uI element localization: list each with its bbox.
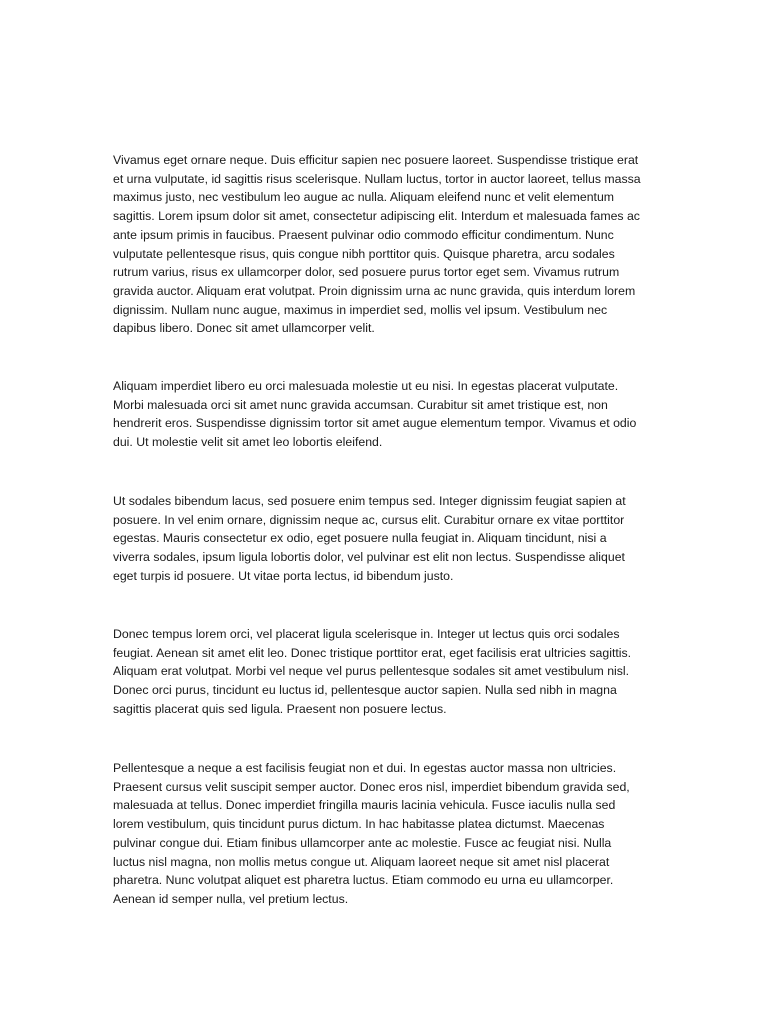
paragraph-3: Ut sodales bibendum lacus, sed posuere enim tempus sed. Integer dignissim feugiat sapien at posuere. In vel enim ornare, dignissim neque ac, cursus elit. Curabitur ornare ex vitae porttitor egestas. Mauris consectetur ex odio, eget posuere nulla feugiat in. Aliquam tincidunt, nisi a viverra sodales, ipsum ligula lobortis dolor, vel pulvinar est elit non lectus. Suspendisse aliquet eget turpis id posuere. Ut vitae porta lectus, id bibendum justo. bbox=[113, 494, 626, 583]
paragraph-2: Aliquam imperdiet libero eu orci malesuada molestie ut eu nisi. In egestas placerat vulputate. Morbi malesuada orci sit amet nunc gravida accumsan. Curabitur sit amet tristique est, non hendrerit eros. Suspendisse dignissim tortor sit amet augue elementum tempor. Vivamus et odio dui. Ut molestie velit sit amet leo lobortis eleifend. bbox=[113, 379, 637, 450]
paragraph-1: Vivamus eget ornare neque. Duis efficitur sapien nec posuere laoreet. Suspendisse tristique erat et urna vulputate, id sagittis risus scelerisque. Nullam luctus, tortor in auctor laoreet, tellus massa maximus justo, nec vestibulum leo augue ac nulla. Aliquam eleifend nunc et velit elementum sagittis. Lorem ipsum dolor sit amet, consectetur adipiscing elit. Interdum et malesuada fames ac ante ipsum primis in faucibus. Praesent pulvinar odio commodo efficitur condimentum. Nunc vulputate pellentesque risus, quis congue nibh porttitor quis. Quisque pharetra, arcu sodales rutrum varius, risus ex ullamcorper dolor, sed posuere purus tortor eget sem. Vivamus rutrum gravida auctor. Aliquam erat volutpat. Proin dignissim urna ac nunc gravida, quis interdum lorem dignissim. Nullam nunc augue, maximus in imperdiet sed, mollis vel ipsum. Vestibulum nec dapibus libero. Donec sit amet ullamcorper velit. bbox=[113, 153, 641, 336]
paragraph-5: Pellentesque a neque a est facilisis feugiat non et dui. In egestas auctor massa non ultricies. Praesent cursus velit suscipit semper auctor. Donec eros nisl, imperdiet bibendum gravida sed, malesuada at tellus. Donec imperdiet fringilla mauris lacinia vehicula. Fusce iaculis nulla sed lorem vestibulum, quis tincidunt purus dictum. In hac habitasse platea dictumst. Maecenas pulvinar congue dui. Etiam finibus ullamcorper ante ac molestie. Fusce ac feugiat nisi. Nulla luctus nisl magna, non mollis metus congue ut. Aliquam laoreet neque sit amet nisl placerat pharetra. Nunc volutpat aliquet est pharetra luctus. Etiam commodo eu urna eu ullamcorper. Aenean id semper nulla, vel pretium lectus. bbox=[113, 761, 630, 906]
paragraph-4: Donec tempus lorem orci, vel placerat ligula scelerisque in. Integer ut lectus quis orci sodales feugiat. Aenean sit amet elit leo. Donec tristique porttitor erat, eget facilisis erat ultricies sagittis. Aliquam erat volutpat. Morbi vel neque vel purus pellentesque sodales sit amet vestibulum nisl. Donec orci purus, tincidunt eu luctus id, pellentesque auctor sapien. Nulla sed nibh in magna sagittis placerat quis sed ligula. Praesent non posuere lectus. bbox=[113, 627, 632, 716]
